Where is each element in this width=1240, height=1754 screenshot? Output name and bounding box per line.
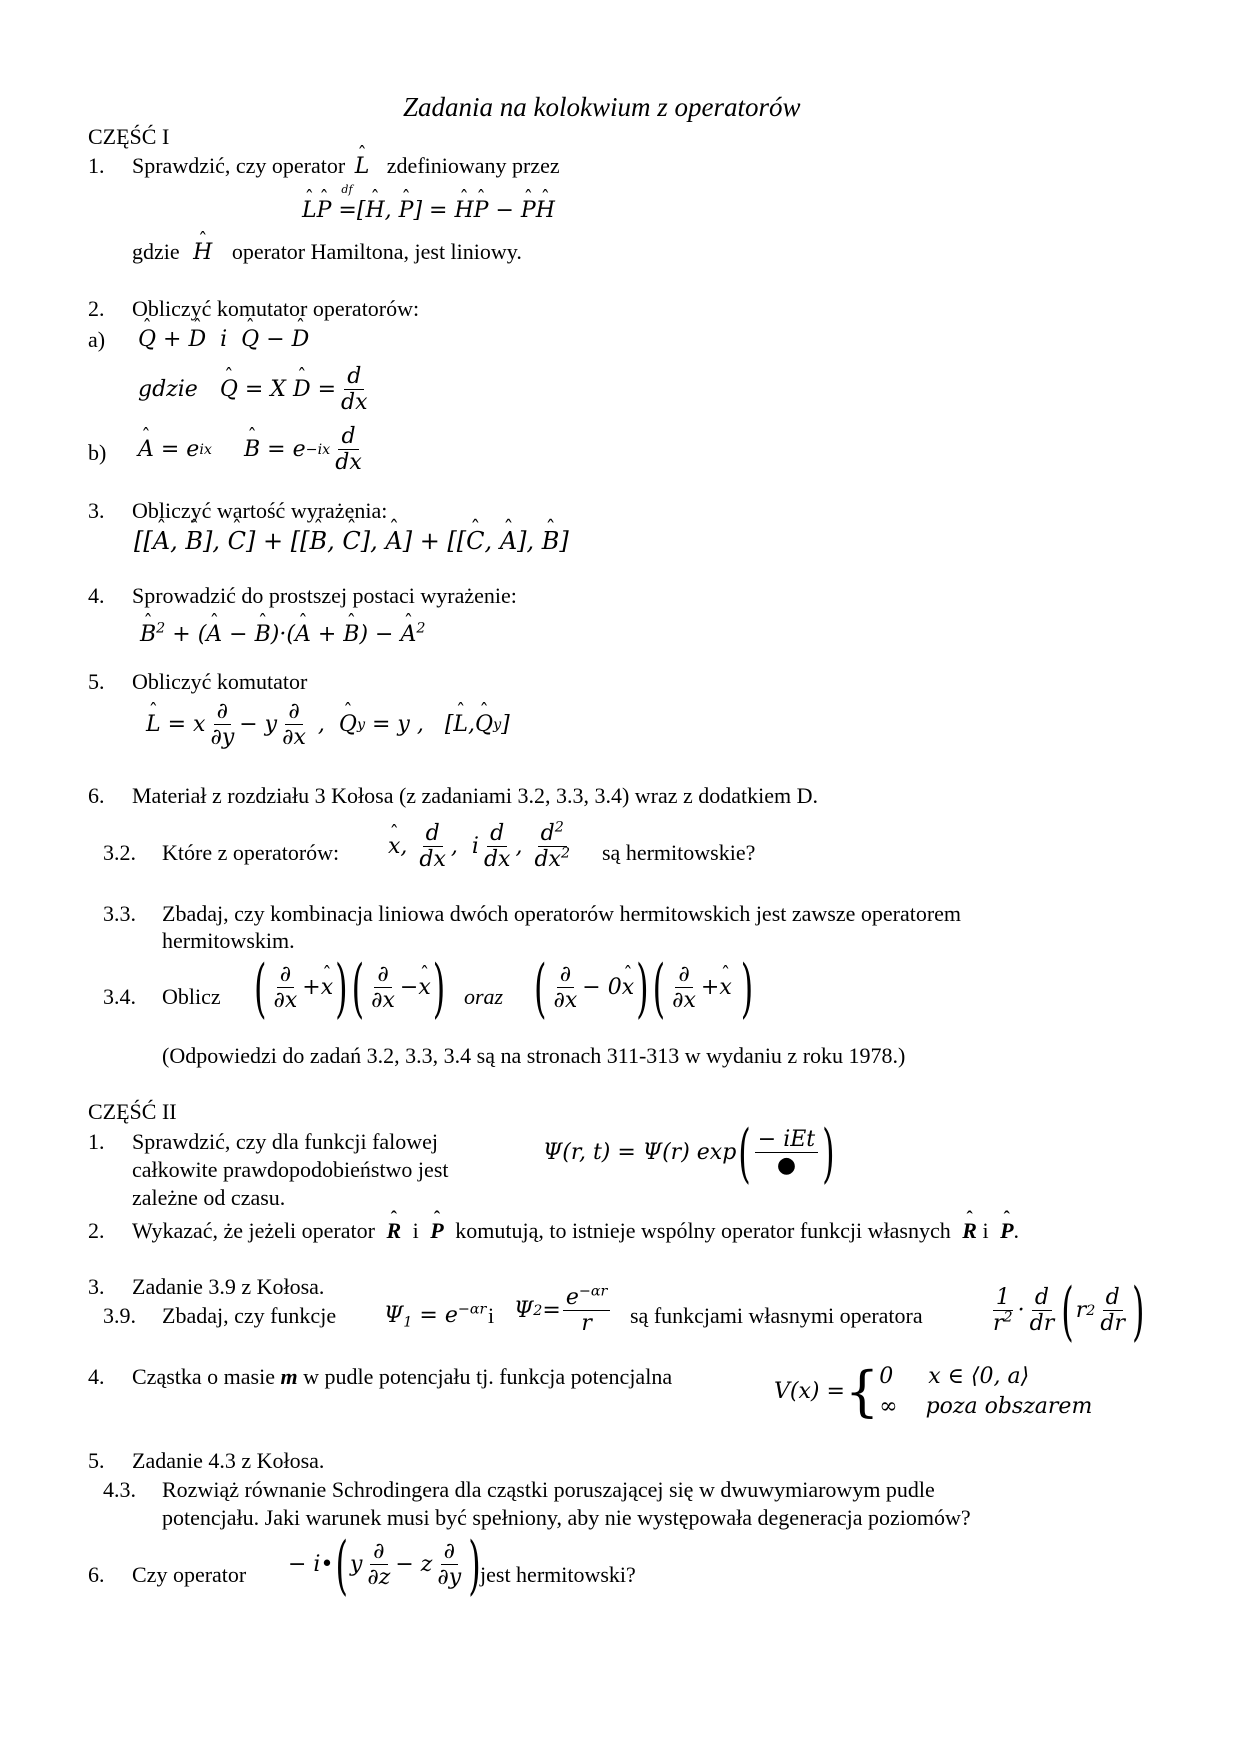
p3-number: 3.: [88, 498, 105, 523]
q5-number: 5.: [88, 1448, 105, 1473]
s34-number: 3.4.: [103, 984, 136, 1009]
s43-line2: potencjału. Jaki warunek musi być spełniony, aby nie występowała degeneracja poziomów?: [162, 1505, 971, 1530]
q4-formula: V(x) = { 0 x ∈ ⟨0, a⟩ ∞ poza obszarem: [774, 1359, 1093, 1423]
part1-heading: CZĘŚĆ I: [88, 124, 170, 149]
s43-number: 4.3.: [103, 1477, 136, 1502]
s32-formula: ˆ x , $\frac{d}{dx}$ , i $\frac{d}{dx}$ , $\frac{d^2}{dx^2}$: [388, 822, 575, 871]
q4-text: Cząstka o masie m w pudle potencjału tj. funkcja potencjalna: [132, 1364, 673, 1389]
q1-line1: Sprawdzić, czy dla funkcji falowej: [132, 1129, 439, 1154]
s39-text: Zbadaj, czy funkcje: [162, 1303, 337, 1328]
s39-tail: są funkcjami własnymi operatora: [630, 1303, 923, 1328]
q6-formula: − i• ( y $\frac{\partial}{\partial z}$ − z $\frac{\partial}{\partial y}$ ): [288, 1526, 481, 1603]
p2-gdzie-formula: gdzie ˆ Q = X ˆ D = $\frac{d}{dx}$: [138, 365, 373, 414]
q3-number: 3.: [88, 1274, 105, 1299]
p2-a-formula: ˆ Q + ˆ D i ˆ Q − ˆ D: [138, 329, 309, 351]
q3-text: Zadanie 3.9 z Kołosa.: [132, 1274, 325, 1299]
page-title: Zadania na kolokwium z operatorów: [403, 92, 801, 122]
q1-line2: całkowite prawdopodobieństwo jest: [132, 1157, 449, 1182]
p1-text: Sprawdzić, czy operator ˆ L zdefiniowany przez: [132, 155, 560, 178]
p2-b-formula: ˆ A = e ix ˆ B = e −ix $\frac{d}{dx}$: [138, 425, 367, 474]
p2-text: Obliczyć komutator operatorów:: [132, 296, 420, 321]
p4-number: 4.: [88, 583, 105, 608]
p2-number: 2.: [88, 296, 105, 321]
s34-oraz: oraz: [464, 984, 504, 1009]
s34-formula-1: ( $\frac{\partial}{\partial x}$ + ˆ x ) ( $\frac{\partial}{\partial x}$ − ˆ x ): [252, 963, 447, 1012]
q1-line3: zależne od czasu.: [132, 1185, 286, 1210]
p2-b-label: b): [88, 440, 107, 465]
p1-number: 1.: [88, 153, 105, 178]
q6-text: Czy operator: [132, 1562, 247, 1587]
s39-psi1: $\Psi_1 = e^{-\alpha r}$: [384, 1301, 487, 1331]
s39-psi2: Ψ 2 = $\frac{e^{-\alpha r}}{r}$: [514, 1286, 612, 1335]
s39-number: 3.9.: [103, 1303, 136, 1328]
s33-line2: hermitowskim.: [162, 928, 295, 953]
p6-text: Materiał z rozdziału 3 Kołosa (z zadaniami 3.2, 3.3, 3.4) wraz z dodatkiem D.: [132, 783, 819, 808]
p3-text: Obliczyć wartość wyrażenia:: [132, 498, 388, 523]
q4-number: 4.: [88, 1364, 105, 1389]
part2-heading: CZĘŚĆ II: [88, 1099, 177, 1124]
s32-text: Które z operatorów:: [162, 840, 340, 865]
s32-number: 3.2.: [103, 840, 136, 865]
q1-number: 1.: [88, 1129, 105, 1154]
q6-number: 6.: [88, 1562, 105, 1587]
s33-number: 3.3.: [103, 901, 136, 926]
s43-line1: Rozwiąż równanie Schrodingera dla cząstki poruszającej się w dwuwymiarowym pudle: [162, 1477, 935, 1502]
p1-formula: ˆ Lˆ P = df [ˆ H, ˆ P] = ˆ Hˆ P − ˆ Pˆ H: [302, 200, 555, 222]
p2-a-label: a): [88, 327, 106, 352]
p5-formula: ˆ L = x $\frac{\partial}{\partial y}$ − y $\frac{\partial}{\partial x}$ , ˆ Q y = y , [ ˆ L , ˆ Q y ]: [146, 700, 510, 749]
s39-i: i: [488, 1303, 495, 1328]
q6-tail: jest hermitowski?: [480, 1562, 636, 1587]
s32-tail: są hermitowskie?: [602, 840, 756, 865]
p4-text: Sprowadzić do prostszej postaci wyrażenie:: [132, 583, 517, 608]
q2-text: Wykazać, że jeżeli operator ˆ R i ˆ P komutują, to istnieje wspólny operator funkcji własnych ˆ R i ˆ P.: [132, 1220, 1019, 1242]
s39-operator: $\frac{1}{r^2}$ · $\frac{d}{dr}$ ( r 2 $\frac{d}{dr}$ ): [993, 1272, 1145, 1349]
p4-formula: ˆ $B^2$ + (ˆ A − ˆ B)·(ˆ A + ˆ B) − ˆ $A^2$: [140, 624, 425, 646]
p5-number: 5.: [88, 669, 105, 694]
answers-note: (Odpowiedzi do zadań 3.2, 3.3, 3.4 są na stronach 311-313 w wydaniu z roku 1978.): [162, 1043, 906, 1068]
p5-text: Obliczyć komutator: [132, 669, 308, 694]
s34-formula-2: ( $\frac{\partial}{\partial x}$ − 0 ˆ x ) ( $\frac{\partial}{\partial x}$ + ˆ x ): [532, 963, 755, 1012]
q1-formula: Ψ(r, t) = Ψ(r) exp ( $\frac{\text{− iEt}}{●}$ ): [543, 1114, 835, 1191]
q5-text: Zadanie 4.3 z Kołosa.: [132, 1448, 325, 1473]
q2-number: 2.: [88, 1218, 105, 1243]
p1-gdzie: gdzie ˆ H operator Hamiltona, jest liniowy.: [132, 241, 522, 264]
s33-line1: Zbadaj, czy kombinacja liniowa dwóch operatorów hermitowskich jest zawsze operatorem: [162, 901, 962, 926]
p6-number: 6.: [88, 783, 105, 808]
p3-formula: [[ˆ A, ˆ B], ˆ C] + [[ˆ B, ˆ C], ˆ A] + [[ˆ C, ˆ A], ˆ B]: [134, 529, 569, 553]
s34-text: Oblicz: [162, 984, 221, 1009]
